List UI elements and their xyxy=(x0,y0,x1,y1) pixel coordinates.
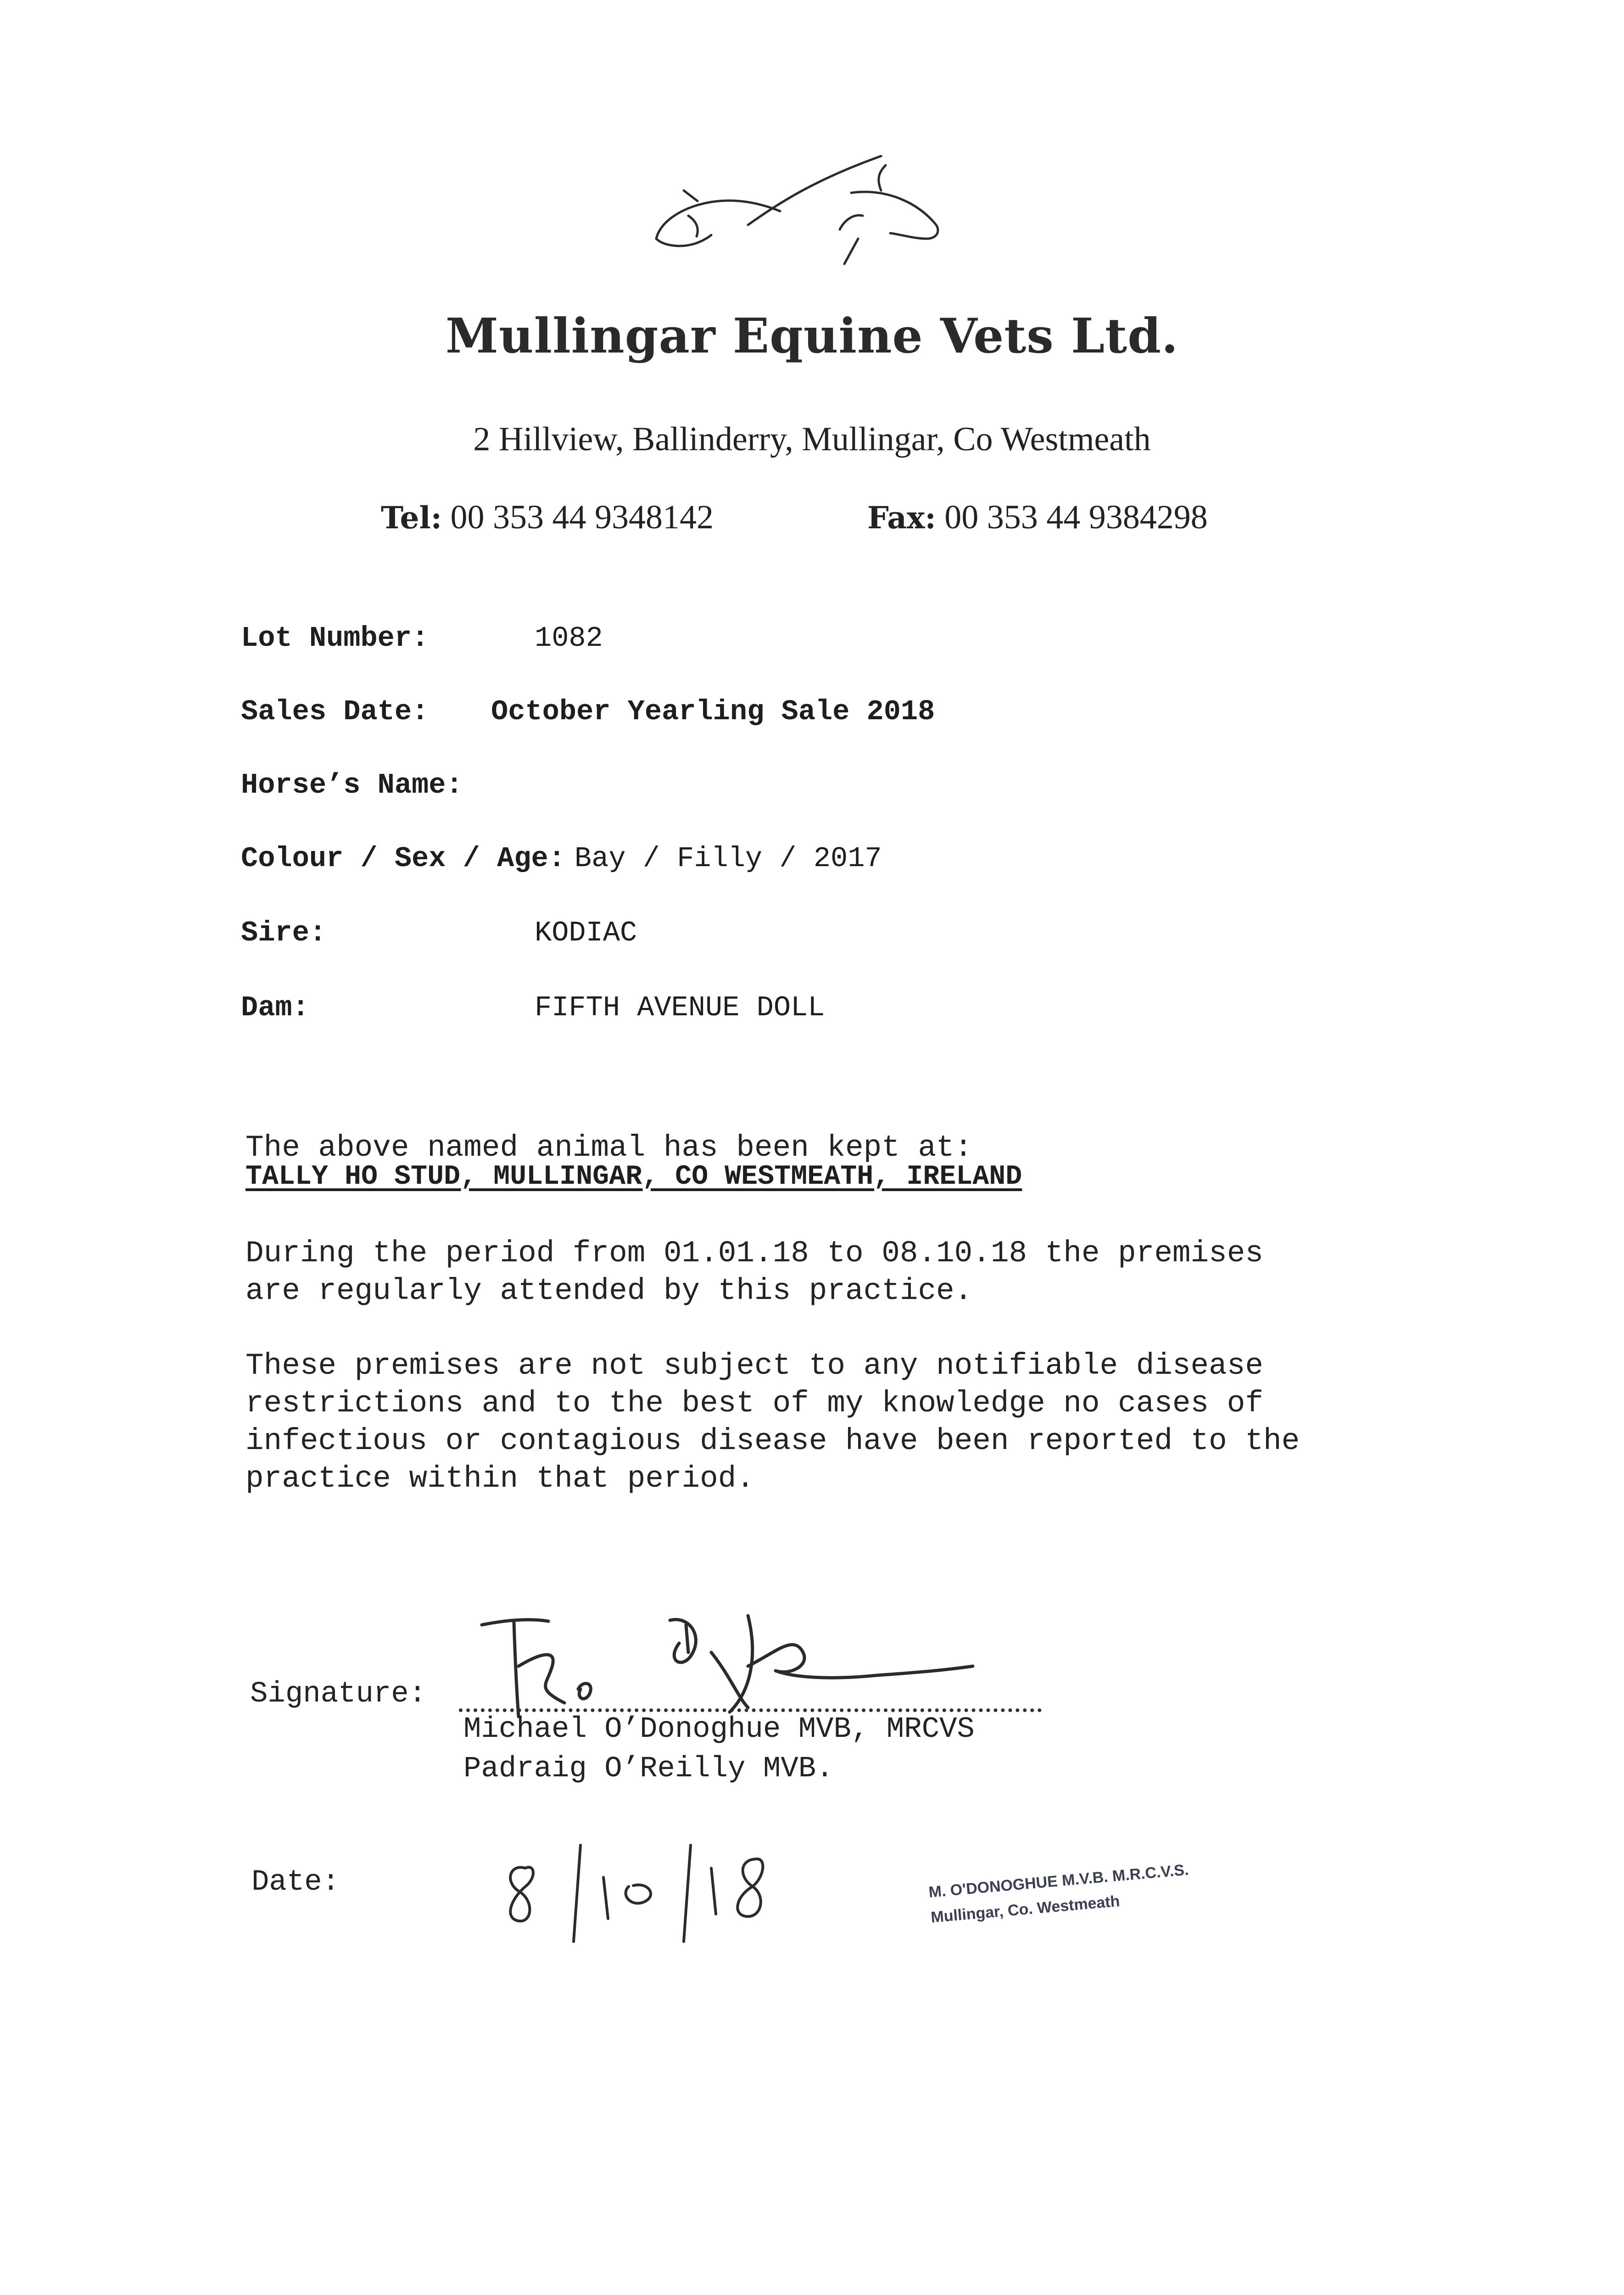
vet-name-2: Padraig O’Reilly MVB. xyxy=(463,1752,834,1786)
stamp-line-2: Mullingar, Co. Westmeath xyxy=(930,1892,1121,1926)
disease-statement: These premises are not subject to any notifiable disease restrictions and to the best of my knowledge no cases of infectious or contagious disease have been reported to the practice within that period. xyxy=(246,1349,1300,1496)
field-horse-name xyxy=(241,769,463,801)
field-colour-sex-age xyxy=(241,842,882,875)
signature-label: Signature: xyxy=(250,1678,427,1711)
sire-label: Sire: xyxy=(241,917,327,949)
tel-value: 00 353 44 9348142 xyxy=(450,498,714,536)
fax-value: 00 353 44 9384298 xyxy=(944,498,1208,536)
sire-value: KODIAC xyxy=(535,917,637,949)
date-label: Date: xyxy=(251,1866,340,1899)
lot-number-label: Lot Number: xyxy=(241,622,429,655)
tel-line xyxy=(381,498,714,537)
field-lot-number xyxy=(241,622,603,655)
colour-sex-age-value: Bay / Filly / 2017 xyxy=(574,842,882,875)
dam-label: Dam: xyxy=(241,991,309,1024)
sales-date-value: October Yearling Sale 2018 xyxy=(491,695,935,728)
dam-value: FIFTH AVENUE DOLL xyxy=(535,991,825,1024)
horse-heads-logo-icon xyxy=(642,147,964,275)
fax-label: Fax: xyxy=(867,500,936,536)
tel-label: Tel: xyxy=(381,500,442,536)
field-sire xyxy=(241,917,637,949)
sales-date-label: Sales Date: xyxy=(241,695,429,728)
horse-name-label: Horse’s Name: xyxy=(241,769,463,801)
field-sales-date xyxy=(241,695,935,728)
field-dam xyxy=(241,991,825,1024)
practice-stamp xyxy=(922,1847,1221,1937)
premises-name: TALLY HO STUD, MULLINGAR, CO WESTMEATH, IRELAND xyxy=(246,1161,1022,1192)
company-address: 2 Hillview, Ballinderry, Mullingar, Co Westmeath xyxy=(473,420,1151,458)
company-name: Mullingar Equine Vets Ltd. xyxy=(445,308,1179,364)
vet-name-1: Michael O’Donoghue MVB, MRCVS xyxy=(463,1713,975,1746)
handwritten-date xyxy=(482,1831,812,1951)
kept-at-intro: The above named animal has been kept at: xyxy=(246,1131,973,1165)
fax-line xyxy=(867,498,1208,537)
stamp-line-1: M. O'DONOGHUE M.V.B. M.R.C.V.S. xyxy=(928,1861,1189,1901)
lot-number-value: 1082 xyxy=(535,622,603,655)
period-statement: During the period from 01.01.18 to 08.10.18 the premises are regularly attended by this practice. xyxy=(246,1236,1263,1308)
colour-sex-age-label: Colour / Sex / Age: xyxy=(241,842,565,875)
